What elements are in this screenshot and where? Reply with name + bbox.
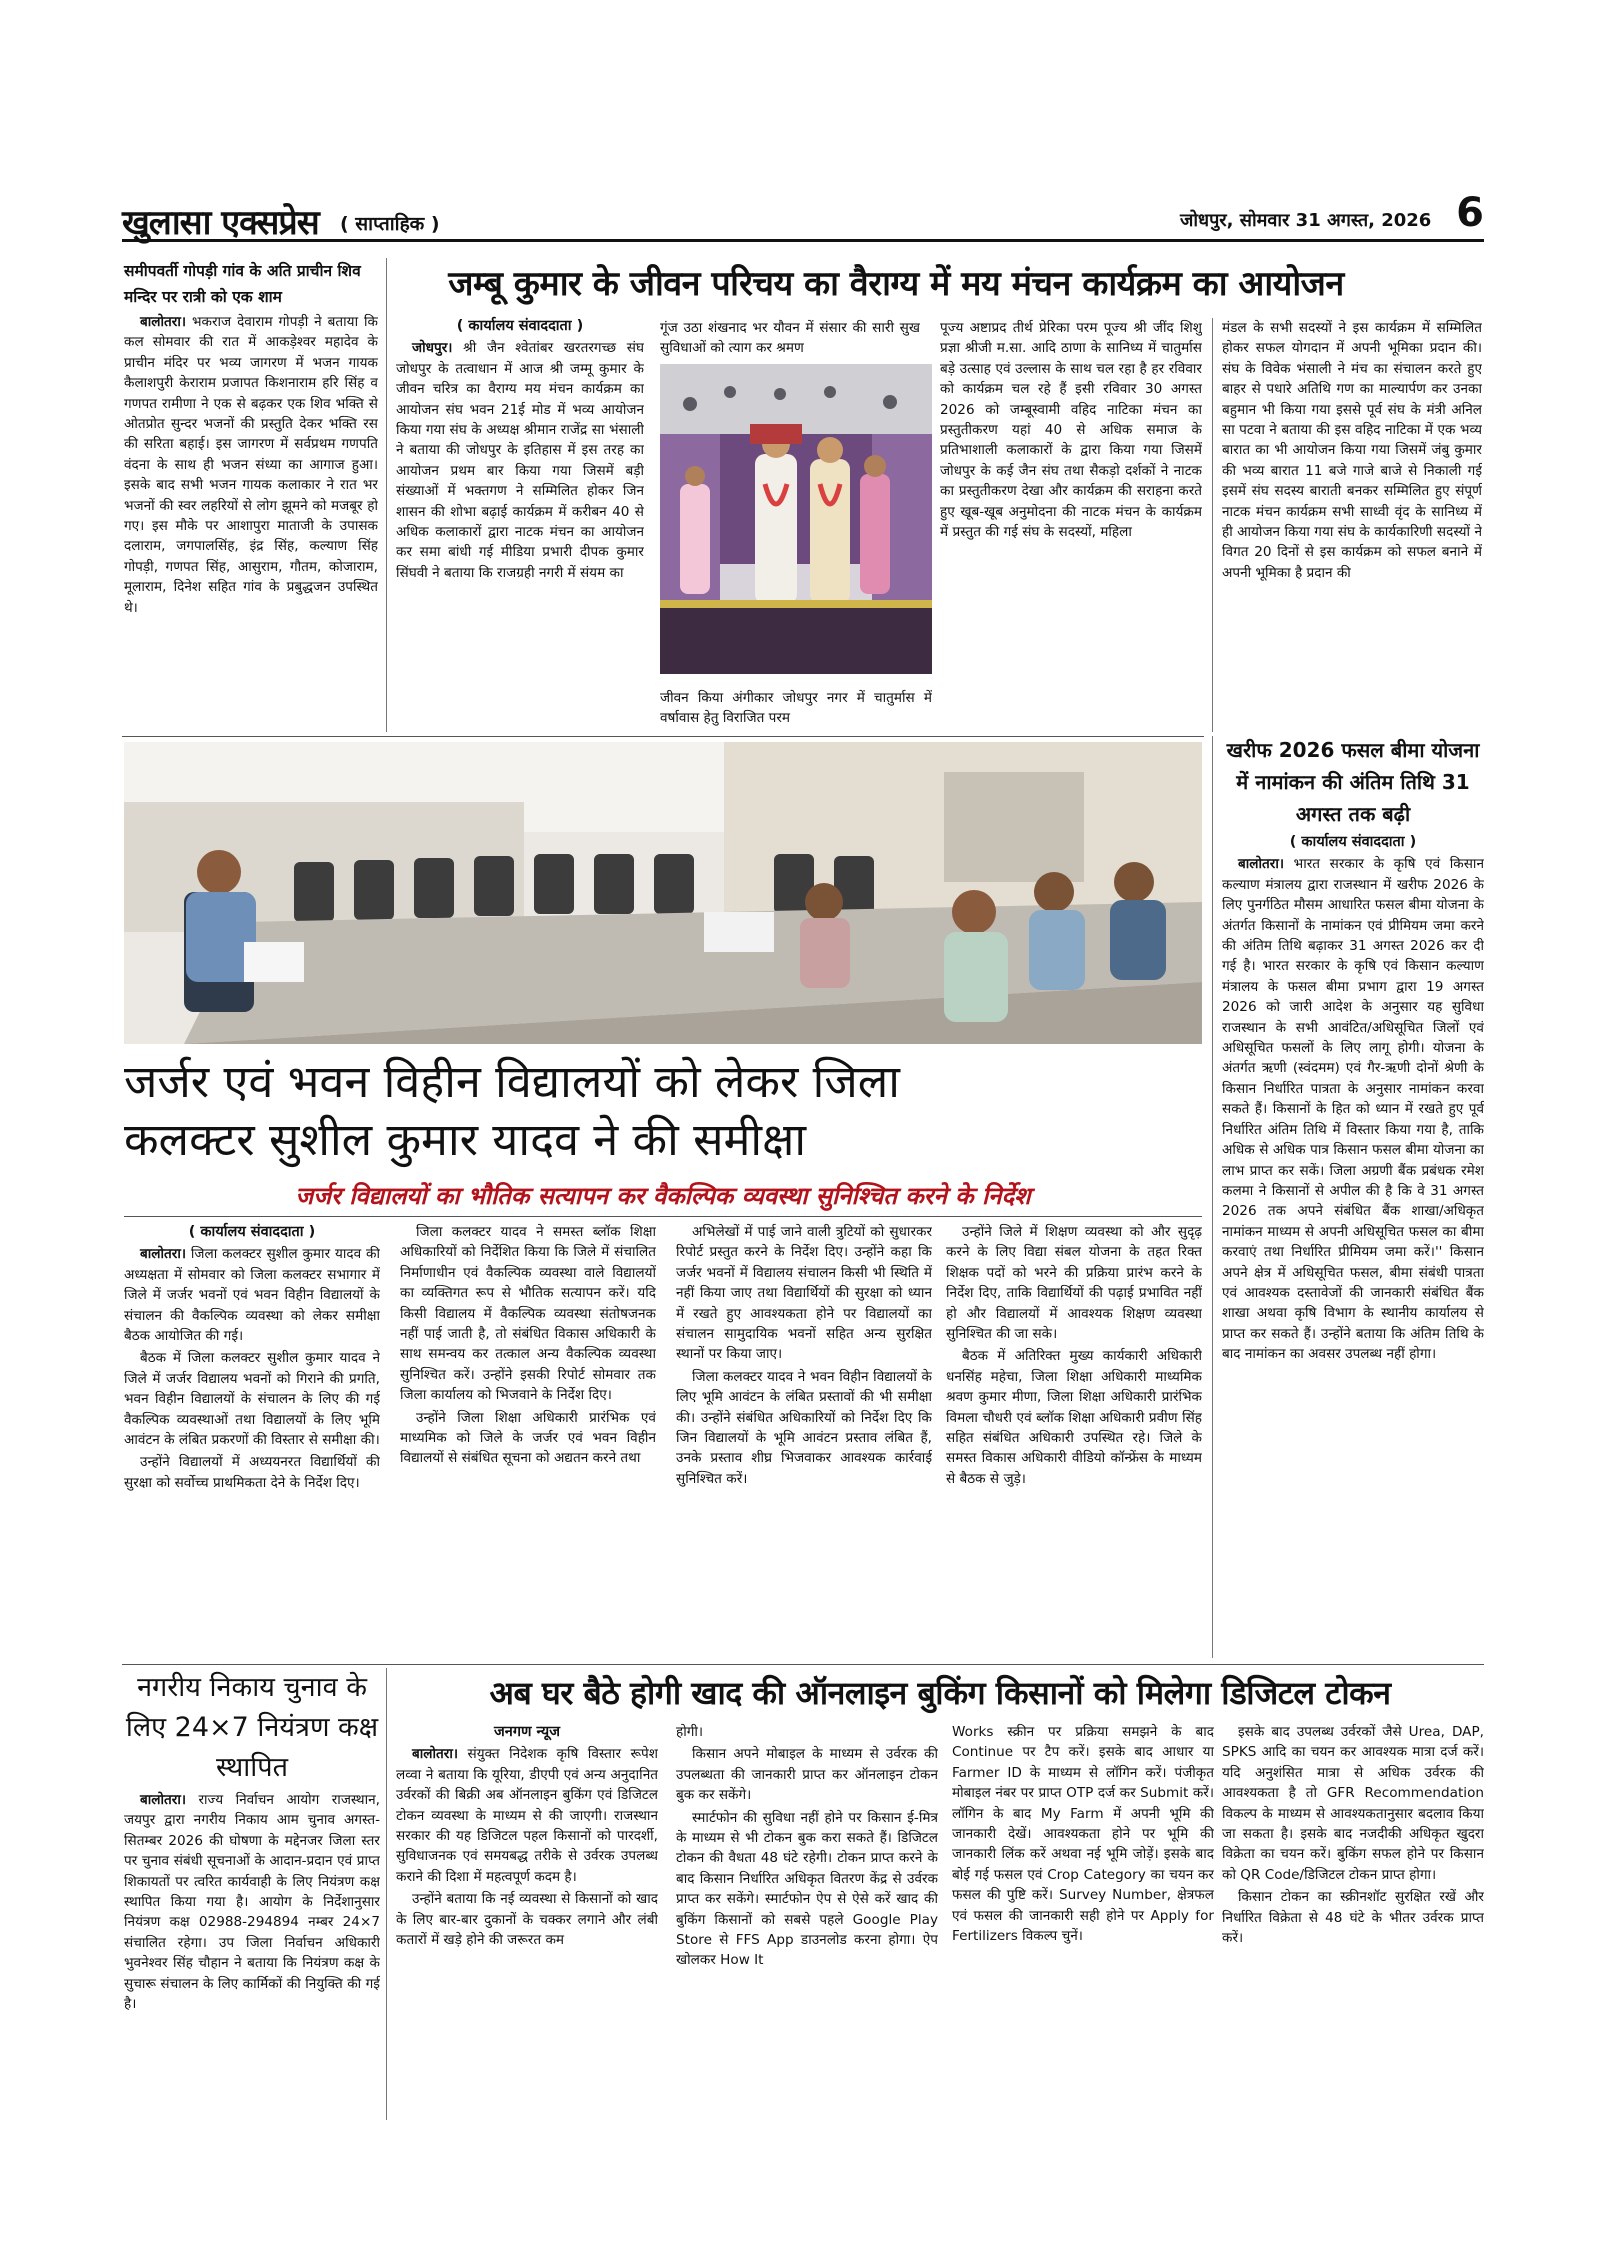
election-text: राज्य निर्वाचन आयोग राजस्थान, जयपुर द्वारा नगरीय निकाय आम चुनाव अगस्त-सितम्बर 2026 की घोषणा के मद्देनजर जिला स्तर पर चुनाव संबंधी सूचनाओं के आदान-प्रदान एवं प्राप्त शिकायतों पर त्वरित कार्यवाही के लिए नियंत्रण कक्ष स्थापित किया गया है। आयोग के निर्देशानुसार नियंत्रण कक्ष 02988-294894 नम्बर 24×7 संचालित रहेगा। उप जिला निर्वाचन अधिकारी भुवनेश्वर सिंह चौहान ने बताया कि नियंत्रण कक्ष के सुचारू संचालन के लिए कार्मिकों की नियुक्ति की गई है। <box>124 1792 380 2013</box>
section-rule <box>122 736 1204 737</box>
insurance-body <box>1222 832 1484 1658</box>
fertilizer-byline: जनगण न्यूज <box>494 1724 560 1740</box>
column-divider <box>1212 736 1213 1658</box>
jambu-headline: जम्बू कुमार के जीवन परिचय का वैराग्य में मय मंचन कार्यक्रम का आयोजन <box>448 264 1344 304</box>
insurance-dateline: बालोतरा। <box>1238 856 1285 873</box>
school-col1-p1: जिला कलक्टर सुशील कुमार यादव की अध्यक्षता में सोमवार को जिला कलक्टर सभागार में जिले में जर्जर भवनों एवं भवन विहीन विद्यालयों के संचालन की वैकल्पिक व्यवस्था को लेकर समीक्षा बैठक आयोजित की गई। <box>124 1246 380 1345</box>
fertilizer-col1 <box>396 1722 658 2120</box>
jambu-byline: ( कार्यालय संवाददाता ) <box>456 318 584 334</box>
jambu-col2-bottom: जीवन किया अंगीकार जोधपुर नगर में चातुर्मास में वर्षावास हेतु विराजित परम <box>660 690 932 727</box>
gopdi-body <box>124 312 378 732</box>
school-col2 <box>400 1222 656 1612</box>
page-number: 6 <box>1456 190 1484 236</box>
school-col4 <box>946 1222 1202 1612</box>
school-col2-p2: उन्होंने जिला शिक्षा अधिकारी प्रारंभिक एवं माध्यमिक को जिले के जर्जर एवं भवन विहीन विद्यालयों से संबंधित सूचना को अद्यतन करने तथा <box>400 1409 656 1467</box>
insurance-text: भारत सरकार के कृषि एवं किसान कल्याण मंत्रालय द्वारा राजस्थान में खरीफ 2026 के लिए पुनर्गठित मौसम आधारित फसल बीमा योजना के अंतर्गत किसानों के नामांकन एवं प्रीमियम जमा करने की अंतिम तिथि बढ़ाकर 31 अगस्त 2026 कर दी गई है। भारत सरकार के कृषि एवं किसान कल्याण मंत्रालय के फसल बीमा प्रभाग द्वारा 19 अगस्त 2026 को जारी आदेश के अनुसार यह सुविधा राजस्थान के सभी आवंटित/अधिसूचित जिलों एवं अधिसूचित फसलों के लिए लागू होगी। योजना के अंतर्गत ऋणी (स्वंदमम) एवं गैर-ऋणी दोनों श्रेणी के किसान निर्धारित पात्रता के अनुसार नामांकन करवा सकते हैं। किसानों के हित को ध्यान में रखते हुए पूर्व निर्धारित अंतिम तिथि में विस्तार किया गया है, ताकि अधिक से अधिक पात्र किसान फसल बीमा योजना का लाभ प्राप्त कर सकें। जिला अग्रणी बैंक प्रबंधक रमेश कलमा ने किसानों से अपील की है कि वे 31 अगस्त 2026 तक अपने संबंधित बैंक शाखा/अधिकृत नामांकन माध्यम से अपनी अधिसूचित फसल का बीमा करवाएं तथा निर्धारित प्रीमियम जमा करें।'' किसान अपने क्षेत्र में अधिसूचित फसल, बीमा संबंधी पात्रता एवं आवश्यक दस्तावेजों की जानकारी संबंधित बैंक शाखा अथवा कृषि विभाग के स्थानीय कार्यालय से प्राप्त कर सकते हैं। उन्होंने बताया कि अंतिम तिथि के बाद नामांकन का अवसर उपलब्ध नहीं होगा। <box>1222 856 1484 1363</box>
fertilizer-col1-p2: उन्होंने बताया कि नई व्यवस्था से किसानों को खाद के लिए बार-बार दुकानों के चक्कर लगाने और लंबी कतारों में खड़े होने की जरूरत कम <box>396 1891 658 1949</box>
school-headline-line1: जर्जर एवं भवन विहीन विद्यालयों को लेकर जिला <box>124 1055 900 1108</box>
issue-date: जोधपुर, सोमवार 31 अगस्त, 2026 <box>1180 210 1432 231</box>
school-col1-p2: बैठक में जिला कलक्टर सुशील कुमार यादव ने जिले में जर्जर विद्यालय भवनों को गिराने की प्रगति, भवन विहीन विद्यालयों के संचालन के लिए की गई वैकल्पिक व्यवस्थाओं तथा विद्यालयों के लिए भूमि आवंटन के लंबित प्रकरणों की विस्तार से समीक्षा की। <box>124 1350 380 1449</box>
school-col3-p2: जिला कलक्टर यादव ने भवन विहीन विद्यालयों के लिए भूमि आवंटन के लंबित प्रस्तावों की भी समीक्षा की। उन्होंने संबंधित अधिकारियों को निर्देश दिए कि जिन विद्यालयों के भूमि आवंटन प्रस्ताव लंबित हैं, उनके प्रस्ताव शीघ्र भिजवाकर आवश्यक कार्रवाई सुनिश्चित करें। <box>676 1368 932 1487</box>
gopdi-dateline: बालोतरा। <box>140 314 187 330</box>
fertilizer-col3-p1: Works स्क्रीन पर प्रक्रिया समझने के बाद Continue पर टैप करें। इसके बाद आधार या Farmer ID के माध्यम से लॉगिन करें। पंजीकृत मोबाइल नंबर पर प्राप्त OTP दर्ज कर Submit करें। लॉगिन के बाद My Farm में अपनी भूमि की जानकारी देखें। आवश्यकता होने पर भूमि की जानकारी लिंक करें अथवा नई भूमि जोड़ें। इसके बाद बोई गई फसल एवं Crop Category का चयन कर फसल की पुष्टि करें। Survey Number, क्षेत्रफल एवं फसल की जानकारी सही होने पर Apply for Fertilizers विकल्प चुनें। <box>952 1724 1214 1945</box>
jambu-col1 <box>396 316 644 732</box>
insurance-byline: ( कार्यालय संवाददाता ) <box>1289 834 1417 850</box>
school-subheadline: जर्जर विद्यालयों का भौतिक सत्यापन कर वैकल्पिक व्यवस्था सुनिश्चित करने के निर्देश <box>295 1182 1031 1210</box>
jambu-col4: मंडल के सभी सदस्यों ने इस कार्यक्रम में सम्मिलित होकर सफल योगदान में अपनी भूमिका प्रदान की। संघ के विवेक भंसाली ने मंच का संचालन करते हुए बाहर से पधारे अतिथि गण का माल्यार्पण कर उनका बहुमान भी किया गया इससे पूर्व संघ के मंत्री अनिल सा पटवा ने बताया की इस वहिद नाटिका में एक भव्य बारात का भी आयोजन किया गया जिसमें जंबु कुमार की भव्य बारात 11 बजे गाजे बाजे से निकाली गई इसमें संघ सदस्य बाराती बनकर सम्मिलित हुए संपूर्ण नाटक मंचन कार्यक्रम सभी साध्वी वृंद के सानिध्य में ही आयोजन किया गया संघ के कार्यकारिणी सदस्यों ने विगत 20 दिनों से इस कार्यक्रम को सफल बनाने में अपनी भूमिका है प्रदान की <box>1222 320 1482 581</box>
fertilizer-col3 <box>952 1722 1214 2120</box>
school-col4-p1: उन्होंने जिले में शिक्षण व्यवस्था को और सुदृढ़ करने के लिए विद्या संबल योजना के तहत रिक्त शिक्षक पदों को भरने की प्रक्रिया प्रारंभ करने के निर्देश दिए, ताकि विद्यार्थियों की पढ़ाई प्रभावित नहीं हो और विद्यालयों में आवश्यक शिक्षण व्यवस्था सुनिश्चित की जा सके। <box>946 1224 1202 1343</box>
newspaper-title: खुलासा एक्सप्रेस <box>122 203 319 243</box>
fertilizer-dateline: बालोतरा। <box>412 1746 459 1763</box>
section-rule <box>122 1664 1484 1665</box>
masthead <box>122 190 1484 243</box>
election-body <box>124 1790 380 2120</box>
gopdi-headline: समीपवर्ती गोपड़ी गांव के अति प्राचीन शिव मन्दिर पर रात्री को एक शाम <box>124 262 361 306</box>
school-col1-p3: उन्होंने विद्यालयों में अध्ययनरत विद्यार्थियों की सुरक्षा को सर्वोच्च प्राथमिकता देने के निर्देश दिए। <box>124 1454 380 1491</box>
fertilizer-col4-p1: इसके बाद उपलब्ध उर्वरकों जैसे Urea, DAP, SPKS आदि का चयन कर आवश्यक मात्रा दर्ज करें। यदि अनुशंसित मात्रा से अधिक उर्वरक की आवश्यकता है तो GFR Recommendation विकल्प के माध्यम से आवश्यकतानुसार बदलाव किया जा सकता है। इसके बाद नजदीकी अधिकृत खुदरा विक्रेता का चयन करें। बुकिंग सफल होने पर किसान को QR Code/डिजिटल टोकन प्राप्त होगा। <box>1222 1724 1484 1883</box>
school-headline-line2: कलक्टर सुशील कुमार यादव ने की समीक्षा <box>124 1113 806 1166</box>
meeting-illustration <box>124 742 1202 1044</box>
fertilizer-col1-p1: संयुक्त निदेशक कृषि विस्तार रूपेश लव्वा ने बताया कि यूरिया, डीएपी एवं अन्य अनुदानित उर्वरकों की बिक्री अब ऑनलाइन बुकिंग एवं डिजिटल टोकन व्यवस्था के माध्यम से की जाएगी। राजस्थान सरकार की यह डिजिटल पहल किसानों को पारदर्शी, सुविधाजनक एवं समयबद्ध तरीके से उर्वरक उपलब्ध कराने की दिशा में महत्वपूर्ण कदम है। <box>396 1746 658 1885</box>
jambu-dateline: जोधपुर। <box>412 340 453 357</box>
column-divider <box>386 258 387 732</box>
jambu-col2-top: गूंज उठा शंखनाद भर यौवन में संसार की सारी सुख सुविधाओं को त्याग कर श्रमण <box>660 320 920 357</box>
newspaper-frequency: ( साप्ताहिक ) <box>340 213 440 235</box>
fertilizer-col2 <box>676 1722 938 2120</box>
school-dateline: बालोतरा। <box>140 1246 187 1263</box>
school-col1 <box>124 1222 380 1612</box>
jambu-col3: पूज्य अष्टाप्रद तीर्थ प्रेरिका परम पूज्य श्री जींद शिशु प्रज्ञा श्रीजी म.सा. आदि ठाणा के सानिध्य में चातुर्मास बड़े उत्साह एवं उल्लास के साथ चल रहा है हर रविवार को कार्यक्रम चल रहे हैं इसी रविवार 30 अगस्त 2026 को जम्बूस्वामी वहिद नाटिका मंचन का प्रस्तुतीकरण यहां 40 से अधिक समाज के प्रतिभाशाली कलाकारों के द्वारा किया गया जिसमें जोधपुर के कई जैन संघ तथा सैकड़ो दर्शकों ने नाटक का प्रस्तुतीकरण देखा और कार्यक्रम की सराहना करते हुए खूब-खूब अनुमोदना की नाटक मंचन के कार्यक्रम में प्रस्तुत की गई संघ के सदस्यों, महिला <box>940 320 1202 541</box>
stage-drama-illustration <box>660 364 932 674</box>
fertilizer-headline: अब घर बैठे होगी खाद की ऑनलाइन बुकिंग किसानों को मिलेगा डिजिटल टोकन <box>489 1674 1391 1712</box>
election-dateline: बालोतरा। <box>140 1792 187 1808</box>
fertilizer-col4 <box>1222 1722 1484 2120</box>
gopdi-text: भकराज देवाराम गोपड़ी ने बताया कि कल सोमवार की रात में आकड़ेश्वर महादेव के प्राचीन मंदिर पर भव्य जागरण में भजन गायक कैलाशपुरी केराराम प्रजापत किशनाराम हरि सिंह व गणपत रामीणा ने एक से बढ़कर एक शिव भक्ति से ओतप्रोत सुन्दर भजनों की प्रस्तुति देकर भक्ति रस की सरिता बहाई। इस जागरण में सर्वप्रथम गणपति वंदना के साथ ही भजन संध्या का आगाज हुआ। इसके बाद सभी भजन गायक कलाकार ने रात भर भजनों की स्वर लहरियों से लोग झूमने को मजबूर हो गए। इस मौके पर आशापुरा माताजी के उपासक दलाराम, जगपालसिंह, इंद्र सिंह, कल्याण सिंह गोपड़ी, गणपत सिंह, आसुराम, गौतम, कोजाराम, मूलाराम, दिनेश सहित गांव के प्रबुद्धजन उपस्थित थे। <box>124 314 378 616</box>
column-divider <box>386 1668 387 2120</box>
school-byline: ( कार्यालय संवाददाता ) <box>188 1224 316 1240</box>
school-col3-p1: अभिलेखों में पाई जाने वाली त्रुटियों को सुधारकर रिपोर्ट प्रस्तुत करने के निर्देश दिए। उन्होंने कहा कि जर्जर भवनों में विद्यालय संचालन किसी भी स्थिति में नहीं किया जाए तथा विद्यार्थियों की सुरक्षा को ध्यान में रखते हुए आवश्यकता होने पर विद्यालयों का संचालन सामुदायिक भवनों सहित अन्य सुरक्षित स्थानों पर किया जाए। <box>676 1224 932 1363</box>
fertilizer-col4-p2: किसान टोकन का स्क्रीनशॉट सुरक्षित रखें और निर्धारित विक्रेता से 48 घंटे के भीतर उर्वरक प्राप्त करें। <box>1222 1889 1484 1947</box>
stage-drama-photo <box>660 364 932 674</box>
school-col2-p1: जिला कलक्टर यादव ने समस्त ब्लॉक शिक्षा अधिकारियों को निर्देशित किया कि जिले में संचालित निर्माणाधीन एवं वैकल्पिक व्यवस्था वाले विद्यालयों का व्यक्तिगत रूप से भौतिक सत्यापन करें। यदि किसी विद्यालय में वैकल्पिक व्यवस्था संतोषजनक नहीं पाई जाती है, तो संबंधित विकास अधिकारी के साथ समन्वय कर तत्काल अन्य वैकल्पिक व्यवस्था सुनिश्चित करें। उन्होंने इसकी रिपोर्ट सोमवार तक जिला कार्यालय को भिजवाने के निर्देश दिए। <box>400 1224 656 1404</box>
insurance-headline: खरीफ 2026 फसल बीमा योजना में नामांकन की अंतिम तिथि 31 अगस्त तक बढ़ी <box>1226 738 1480 826</box>
jambu-col1-text: श्री जैन श्वेतांबर खरतरगच्छ संघ जोधपुर के तत्वाधान में आज श्री जम्मू कुमार के जीवन चरित्र का वैराग्य मय मंचन कार्यक्रम का आयोजन संघ भवन 21ई मोड में भव्य आयोजन किया गया संघ के अध्यक्ष श्रीमान राजेंद्र सा भंसाली ने बताया की जोधपुर के इतिहास में इस तरह का आयोजन प्रथम बार किया गया जिसमें बड़ी संख्याओं में भक्तगण ने सम्मिलित होकर जिन शासन की शोभा बढ़ाई कार्यक्रम में करीबन 40 से अधिक कलाकारों द्वारा नाटक मंचन का आयोजन कर समा बांधी गई मीडिया प्रभारी दीपक कुमार सिंघवी ने बताया कि राजग्रही नगरी में संयम का <box>396 340 644 581</box>
election-headline: नगरीय निकाय चुनाव के लिए 24×7 नियंत्रण कक्ष स्थापित <box>125 1672 379 1783</box>
school-col4-p2: बैठक में अतिरिक्त मुख्य कार्यकारी अधिकारी धनसिंह महेचा, जिला शिक्षा अधिकारी माध्यमिक श्रवण कुमार मीणा, जिला शिक्षा अधिकारी प्रारंभिक विमला चौधरी एवं ब्लॉक शिक्षा अधिकारी प्रवीण सिंह सहित संबंधित अधिकारी उपस्थित रहे। जिले के समस्त विकास अधिकारी वीडियो कॉन्फ्रेंस के माध्यम से बैठक से जुड़े। <box>946 1348 1202 1487</box>
column-divider <box>1212 318 1213 732</box>
fertilizer-col2-p2: किसान अपने मोबाइल के माध्यम से उर्वरक की उपलब्धता की जानकारी प्राप्त कर ऑनलाइन टोकन बुक कर सकेंगे। <box>676 1746 938 1804</box>
meeting-photo <box>124 742 1202 1044</box>
fertilizer-col2-p1: होगी। <box>676 1724 704 1740</box>
fertilizer-col2-p3: स्मार्टफोन की सुविधा नहीं होने पर किसान ई-मित्र के माध्यम से भी टोकन बुक करा सकते हैं। डिजिटल टोकन की वैधता 48 घंटे रहेगी। टोकन प्राप्त करने के बाद किसान निर्धारित अधिकृत वितरण केंद्र से उर्वरक प्राप्त कर सकेंगे। स्मार्टफोन ऐप से ऐसे करें खाद की बुकिंग किसानों को सबसे पहले Google Play Store से FFS App डाउनलोड करना होगा। ऐप खोलकर How It <box>676 1809 938 1969</box>
section-rule <box>124 1216 1202 1217</box>
school-col3 <box>676 1222 932 1612</box>
